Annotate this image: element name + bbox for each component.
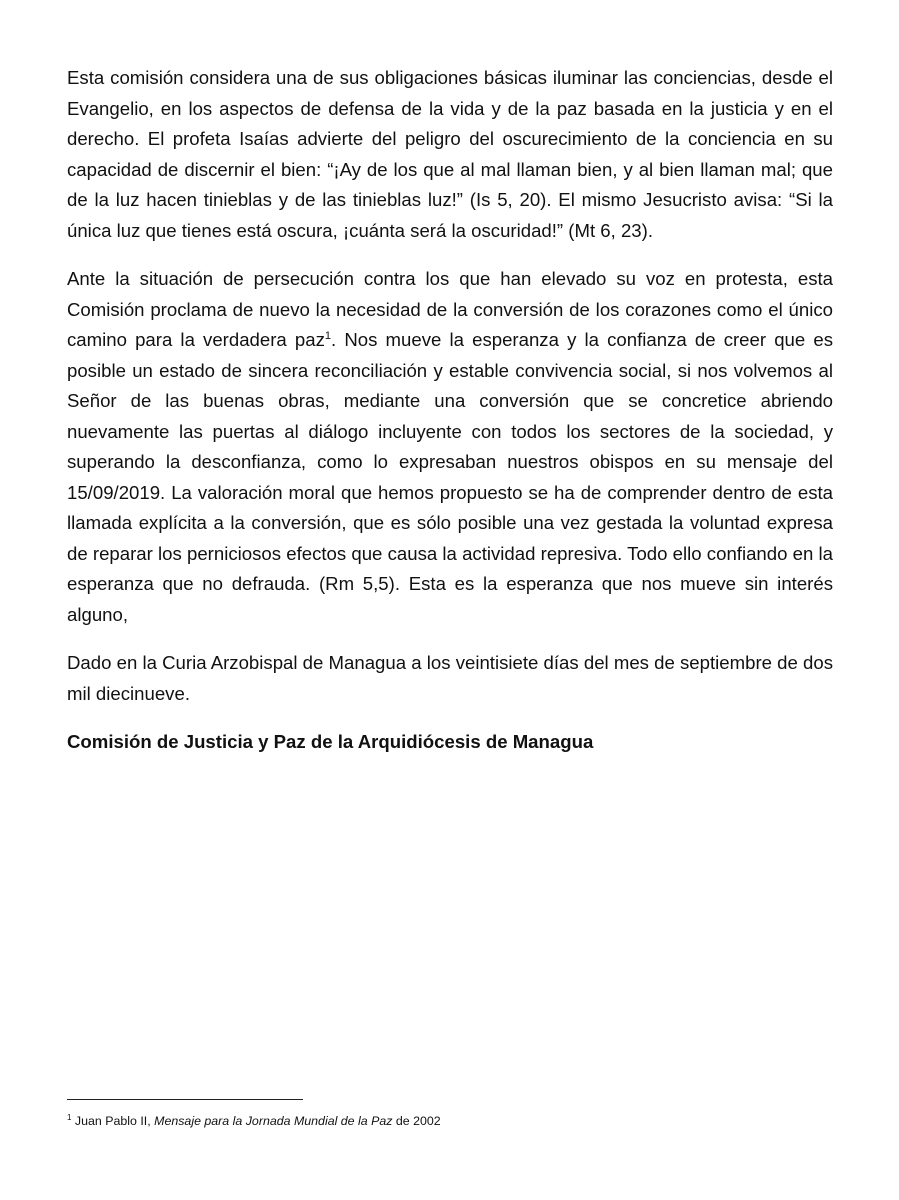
footnote-author: Juan Pablo II, [74,1114,155,1128]
paragraph-date-place: Dado en la Curia Arzobispal de Managua a los veintisiete días del mes de septiembre de dos mil diecinueve. [67,652,833,704]
document-body [67,63,833,758]
footnote-suffix: de 2002 [392,1114,441,1128]
footnote-divider [67,1099,303,1100]
paragraph-conversion [67,264,833,630]
paragraph-conversion-text-before-note: Ante la situación de persecución contra los que han elevado su voz en protesta, esta Comisión proclama de nuevo la necesidad de la conversión de los corazones como el único camino para la verdadera paz [67,268,833,350]
footnote-title: Mensaje para la Jornada Mundial de la Paz [154,1114,393,1128]
footnote-marker: 1 [67,1112,72,1122]
footnote [67,1112,833,1130]
paragraph-conscience: Esta comisión considera una de sus obligaciones básicas iluminar las conciencias, desde el Evangelio, en los aspectos de defensa de la vida y de la paz basada en la justicia y en el derecho. El profeta Isaías advierte del peligro del oscurecimiento de la conciencia en su capacidad de discernir el bien: “¡Ay de los que al mal llaman bien, y al bien llaman mal; que de la luz hacen tinieblas y de las tinieblas luz!” (Is 5, 20). El mismo Jesucristo avisa: “Si la única luz que tienes está oscura, ¡cuánta será la oscuridad!” (Mt 6, 23). [67,67,833,241]
paragraph-conversion-text-after-note: . Nos mueve la esperanza y la confianza de creer que es posible un estado de sincera reconciliación y estable convivencia social, si nos volvemos al Señor de las buenas obras, mediante una conversión que se concretice abriendo nuevamente las puertas al diálogo incluyente con todos los sectores de la sociedad, y superando la desconfianza, como lo expresaban nuestros obispos en su mensaje del 15/09/2019. La valoración moral que hemos propuesto se ha de comprender dentro de esta llamada explícita a la conversión, que es sólo posible una vez gestada la voluntad expresa de reparar los perniciosos efectos que causa la actividad represiva. Todo ello confiando en la esperanza que no defrauda. (Rm 5,5). Esta es la esperanza que nos mueve sin interés alguno, [67,329,833,625]
footnote-reference[interactable]: 1 [324,329,332,342]
signature-line: Comisión de Justicia y Paz de la Arquidiócesis de Managua [67,731,594,752]
